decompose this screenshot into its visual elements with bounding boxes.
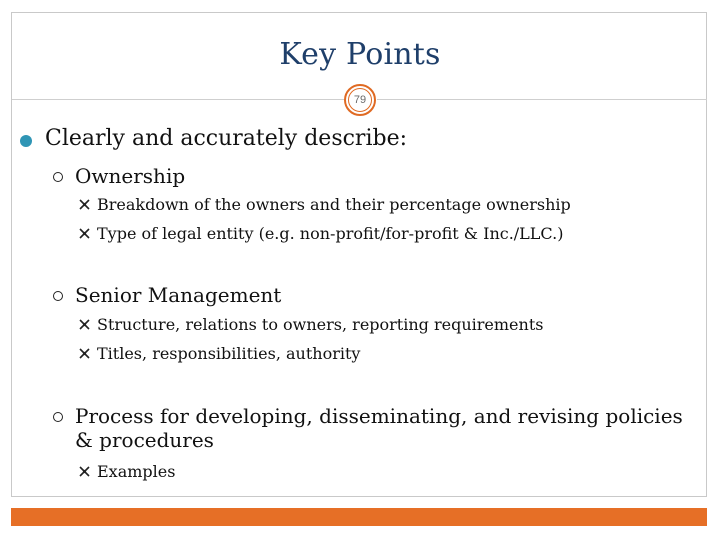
hollow-circle-bullet-icon [53,291,63,301]
x-bullet-icon [79,199,90,210]
sub-bullet [79,224,563,243]
sub-bullet [79,195,571,214]
main-bullet-text: Clearly and accurately describe: [45,126,408,151]
filled-circle-bullet-icon [20,135,32,147]
x-bullet-icon [79,319,90,330]
title-divider-left [12,99,345,100]
x-bullet-icon [79,228,90,239]
hollow-circle-bullet-icon [53,412,63,422]
sub-bullet-text: Examples [97,462,176,481]
sub-bullet [79,462,175,481]
section-heading-text: Ownership [75,164,186,188]
sub-bullet [79,315,543,334]
section-heading-senior-management [53,283,281,307]
title-divider-right [377,99,707,100]
sub-bullet-text: Breakdown of the owners and their percentage ownership [97,195,571,214]
sub-bullet-text: Structure, relations to owners, reporting requirements [97,315,544,334]
footer-accent-bar [11,508,707,526]
x-bullet-icon [79,348,90,359]
sub-bullet [79,344,360,363]
hollow-circle-bullet-icon [53,172,63,182]
sub-bullet-text: Titles, responsibilities, authority [97,344,361,363]
page-number-badge [344,84,376,116]
section-heading-text: Process for developing, disseminating, and revising policies & procedures [75,404,683,452]
section-heading-ownership [53,164,185,188]
sub-bullet-text: Type of legal entity (e.g. non-profit/for-profit & Inc./LLC.) [97,224,564,243]
main-bullet [20,126,407,151]
page-number: 79 [353,94,367,106]
section-heading-process [53,404,685,452]
x-bullet-icon [79,466,90,477]
section-heading-text: Senior Management [75,283,282,307]
slide-title: Key Points [279,37,441,72]
